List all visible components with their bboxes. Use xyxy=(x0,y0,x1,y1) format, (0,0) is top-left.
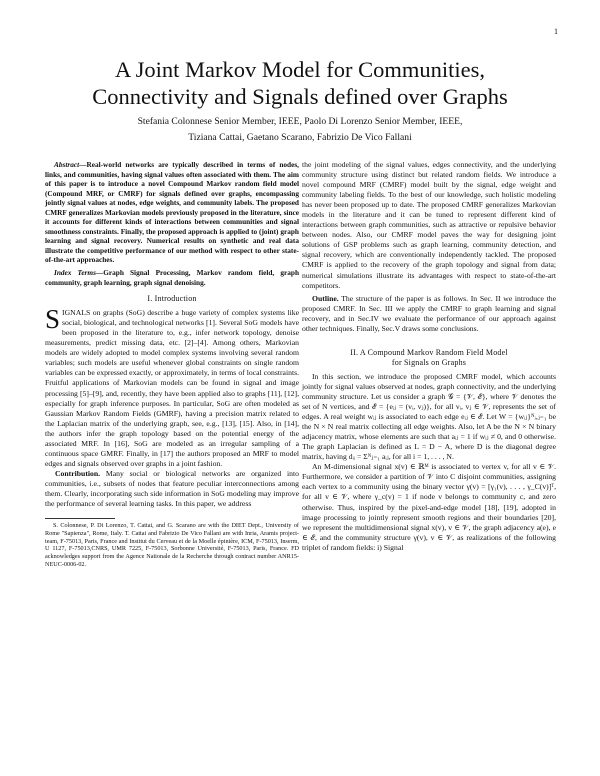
footnote-rule xyxy=(45,518,115,519)
outline-paragraph xyxy=(302,294,556,334)
paper-title xyxy=(40,56,560,110)
contribution-text: Many social or biological networks are organized into communities, i.e., subsets of nodes that feature peculiar interconnections among them. Clearly, incorporating such side information in SoG modeling may improve the performance of several learning tasks. In this paper, we address xyxy=(45,468,299,509)
right-column xyxy=(302,160,556,553)
authors-line-2: Tiziana Cattai, Gaetano Scarano, Fabrizio De Vico Fallani xyxy=(188,131,412,143)
drop-cap: S xyxy=(45,304,61,335)
section-heading-introduction: I. Introduction xyxy=(147,294,197,304)
author-list xyxy=(40,114,560,145)
contribution-label: Contribution. xyxy=(55,468,101,478)
outline-label: Outline. xyxy=(312,293,339,303)
intro-paragraph-1 xyxy=(45,304,299,469)
index-terms xyxy=(45,268,299,287)
right-paragraph-1: the joint modeling of the signal values, edges connectivity, and the underlying community structure using distinct but related random fields. We introduce a novel compound MRF (CMRF) model built by the signal, edge weight and community labeling fields. To the best of our knowledge, such holistic modeling has never been proposed up to date. The proposed CMRF generalizes Markovian models in the literature and it can be tuned to represent different kind of interactions between graph communities, such as attractive or repulsive behavior between nodes. Also, our CMRF model paves the way for designing joint solutions of GSP problems such as graph learning, community detection, and signal recovery, which are conventionally independently tackled. The proposed CMRF is applied to the recovery of the graph topology and signal from data; numerical simulations illustrate its advantages with respect to state-of-the-art competitors. xyxy=(302,160,556,290)
authors-line-1: Stefania Colonnese Senior Member, IEEE, Paolo Di Lorenzo Senior Member, IEEE, xyxy=(137,116,463,127)
abstract-label: Abstract xyxy=(54,160,80,169)
signal-paragraph: An M-dimensional signal x(v) ∈ ℝᴹ is associated to vertex v, for all v ∈ 𝒱. Furthermore, we consider a partition of 𝒱 into C disjoint communities, assigning each vertex to a community using the binary vector γ(v) = [γ₁(v), . . . , γ_C(v)]ᵀ, for all v ∈ 𝒱, where γ_c(v) = 1 if node v belongs to community c, and zero otherwise. Thus, inspired by the pixel-and-edge model [18], [19], adopted in image processing to jointly represent smooth regions and their boundaries [20], we represent the multidimensional signal x(v), v ∈ 𝒱, the graph adjacency a(e), e ∈ ℰ, and the community structure γ(v), v ∈ 𝒱, as realizations of the following triplet of random fields: i) Signal xyxy=(302,462,556,552)
index-terms-text: —Graph Signal Processing, Markov random field, graph community, graph learning, graph signal denoising. xyxy=(45,268,300,287)
section-heading-cmrf-line-1: II. A Compound Markov Random Field Model xyxy=(350,347,508,357)
section-heading-cmrf-line-2: for Signals on Graphs xyxy=(391,357,467,367)
left-column xyxy=(45,160,299,568)
footnote: S. Colonnese, P. Di Lorenzo, T. Cattai, and G. Scarano are with the DIET Dept., University of Rome "Sapienza", Rome, Italy. T. Cattai and Fabrizio De Vico Fallani are with Inria, Aramis project-team, F-75013, Paris, France and Institut du Cerveau et de la Moelle épinière, ICM, F-75013, Inserm, U 1127, F-75013,CNRS, UMR 7225, F-75013, Sorbonne Université, F-75013, Paris, France. FD acknowledges support from the Agence Nationale de la Recherche through contract number ANR15-NEUC-0006-02. xyxy=(45,522,299,568)
section-heading-cmrf xyxy=(302,348,556,368)
model-paragraph: In this section, we introduce the proposed CMRF model, which accounts jointly for signal values observed at nodes, graph connectivity, and the underlying community structure. Let us consider a graph 𝒢 = {𝒱, ℰ}, where 𝒱 denotes the set of N vertices, and ℰ = {eᵢⱼ = (vᵢ, vⱼ)}, for all vᵢ, vⱼ ∈ 𝒱, represents the set of edges. A real weight wᵢⱼ is associated to each edge eᵢⱼ ∈ ℰ. Let W = {wᵢⱼ}ᴺᵢ,ⱼ₌₁ be the N × N real matrix collecting all edge weights. Also, let A be the N × N binary adjacency matrix, whose elements are such that aᵢⱼ = 1 if wᵢⱼ ≠ 0, and 0 otherwise. The graph Laplacian is defined as L = D − A, where D is the diagonal degree matrix, having dᵢᵢ = Σᴺⱼ₌₁ aᵢⱼ, for all i = 1, . . . , N. xyxy=(302,371,556,462)
title-line-2: Connectivity and Signals defined over Graphs xyxy=(92,84,508,109)
abstract-text: —Real-world networks are typically described in terms of nodes, links, and communities, having signal values often associated with them. The aim of this paper is to introduce a novel Compound Markov random field model (Compound MRF, or CMRF) for signals defined over graphs, encompassing jointly signal values at nodes, edge weights, and community labels. The proposed CMRF generalizes Markovian models previously proposed in the literature, since it accounts for different kinds of interactions between communities and signal smoothness constraints. Finally, the proposed approach is applied to (joint) graph learning and signal recovery. Numerical results on synthetic and real data illustrate the competitive performance of our method with respect to other state-of-the-art approaches. xyxy=(45,160,299,265)
abstract xyxy=(45,160,299,265)
outline-text: The structure of the paper is as follows. In Sec. II we introduce the proposed CMRF. In Sec. III we apply the CMRF to graph learning and signal recovery, and in Sec.IV we evaluate the performance of our approach against other techniques. Finally, Sec.V draws some conclusions. xyxy=(302,293,556,333)
index-terms-label: Index Terms xyxy=(54,268,96,278)
page-number: 1 xyxy=(554,27,558,36)
title-line-1: A Joint Markov Model for Communities, xyxy=(115,57,485,82)
contribution-paragraph xyxy=(45,469,299,509)
intro-paragraph-1-text: IGNALS on graphs (SoG) describe a huge variety of complex systems like social, biological, and technological networks [1]. Several SoG models have been proposed in the literature to, e.g., infer network topology, denoise measurements, predict missing data, etc. [2]–[4]. Among others, Markovian models are widely adopted to model complex systems involving several random variables; such models are useful whenever global constraints on single random variables can be expressed exactly, or approximately, in terms of local constraints. Fruitful applications of Markovian models can be found in signal and image processing [5]–[9], and, recently, they have been applied also to graphs [11], [12], especially for graph inference purposes. In particular, SoG are often modeled as Gaussian Markov Random Fields (GMRF), having a precision matrix related to the Laplacian matrix of the underlying graph, see, e.g., [13], [15]. Also, in [14], the authors infer the graph topology based on the potential energy of the associated MRF. In [16], SoG are modeled as an irregular sampling of a continuous space GMRF. Finally, in [17] the authors proposed an MRF to model edges and signals observed over graphs in a joint fashion. xyxy=(45,308,299,468)
